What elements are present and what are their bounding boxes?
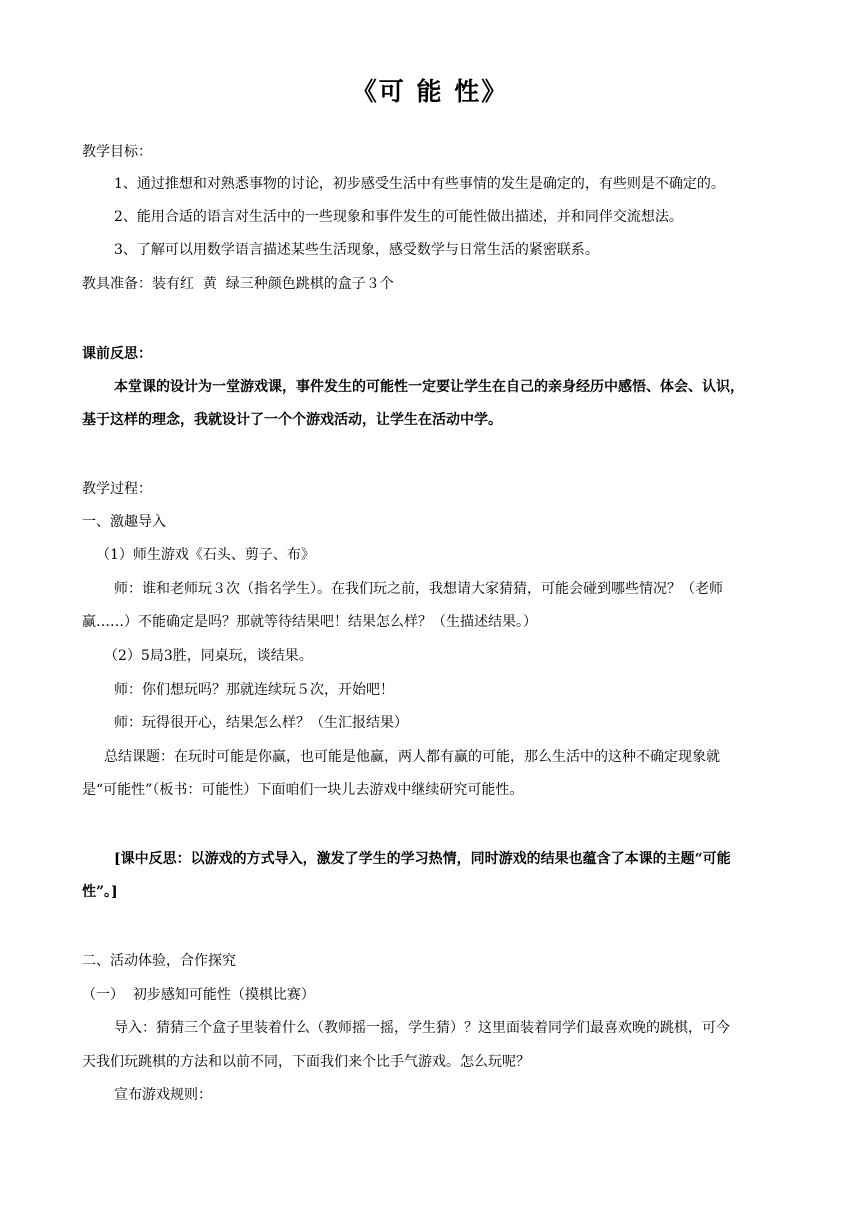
goal-item-1: 1、通过推想和对熟悉事物的讨论，初步感受生活中有些事情的发生是确定的，有些则是不确定的。 [114, 176, 725, 192]
part2-sub1: （一） 初步感知可能性（摸棋比赛） [82, 987, 315, 1003]
part2-intro-line-1: 导入：猜猜三个盒子里装着什么（教师摇一摇，学生猜）？这里面装着同学们最喜欢晚的跳棋，可今 [114, 1020, 730, 1036]
part1-p1-line-2: 赢……）不能确定是吗？那就等待结果吧！结果怎么样？（生描述结果。） [82, 614, 537, 630]
part2-rules: 宣布游戏规则： [114, 1087, 212, 1103]
mid-reflection-line-1: [课中反思：以游戏的方式导入，激发了学生的学习热情，同时游戏的结果也蕴含了本课的主题“可能 [114, 851, 731, 867]
part1-heading: 一、激趣导入 [82, 514, 166, 530]
part1-summary-line-2: 是“可能性”（板书：可能性）下面咱们一块儿去游戏中继续研究可能性。 [82, 782, 524, 798]
part1-sub1: （1）师生游戏《石头、剪子、布》 [96, 547, 315, 563]
mid-reflection-line-2: 性”。] [82, 884, 118, 900]
part2-heading: 二、活动体验，合作探究 [82, 953, 236, 969]
goal-item-3: 3、了解可以用数学语言描述某些生活现象，感受数学与日常生活的紧密联系。 [114, 242, 599, 258]
process-heading: 教学过程： [82, 481, 152, 497]
part1-sub2: （2）5局3胜，同桌玩，谈结果。 [104, 648, 313, 664]
part1-p2: 师：你们想玩吗？那就连续玩５次，开始吧！ [114, 682, 394, 698]
pre-reflection-line-1: 本堂课的设计为一堂游戏课，事件发生的可能性一定要让学生在自己的亲身经历中感悟、体会、认识， [114, 379, 744, 395]
pre-reflection-heading: 课前反思： [82, 346, 152, 362]
part1-p3: 师：玩得很开心，结果怎么样？（生汇报结果） [114, 715, 408, 731]
goal-item-2: 2、能用合适的语言对生活中的一些现象和事件发生的可能性做出描述，并和同伴交流想法。 [114, 209, 683, 225]
document-title: 《可 能 性》 [351, 77, 509, 106]
materials-line: 教具准备：装有红 黄 绿三种颜色跳棋的盒子３个 [82, 276, 394, 292]
part1-summary-line-1: 总结课题：在玩时可能是你赢，也可能是他赢，两人都有赢的可能，那么生活中的这种不确定现象就 [104, 749, 720, 765]
part2-intro-line-2: 天我们玩跳棋的方法和以前不同，下面我们来个比手气游戏。怎么玩呢？ [82, 1054, 530, 1070]
goals-heading: 教学目标： [82, 144, 152, 160]
part1-p1-line-1: 师：谁和老师玩３次（指名学生）。在我们玩之前，我想请大家猜猜，可能会碰到哪些情况？（老师 [114, 581, 723, 597]
pre-reflection-line-2: 基于这样的理念，我就设计了一个个游戏活动，让学生在活动中学。 [82, 412, 502, 428]
